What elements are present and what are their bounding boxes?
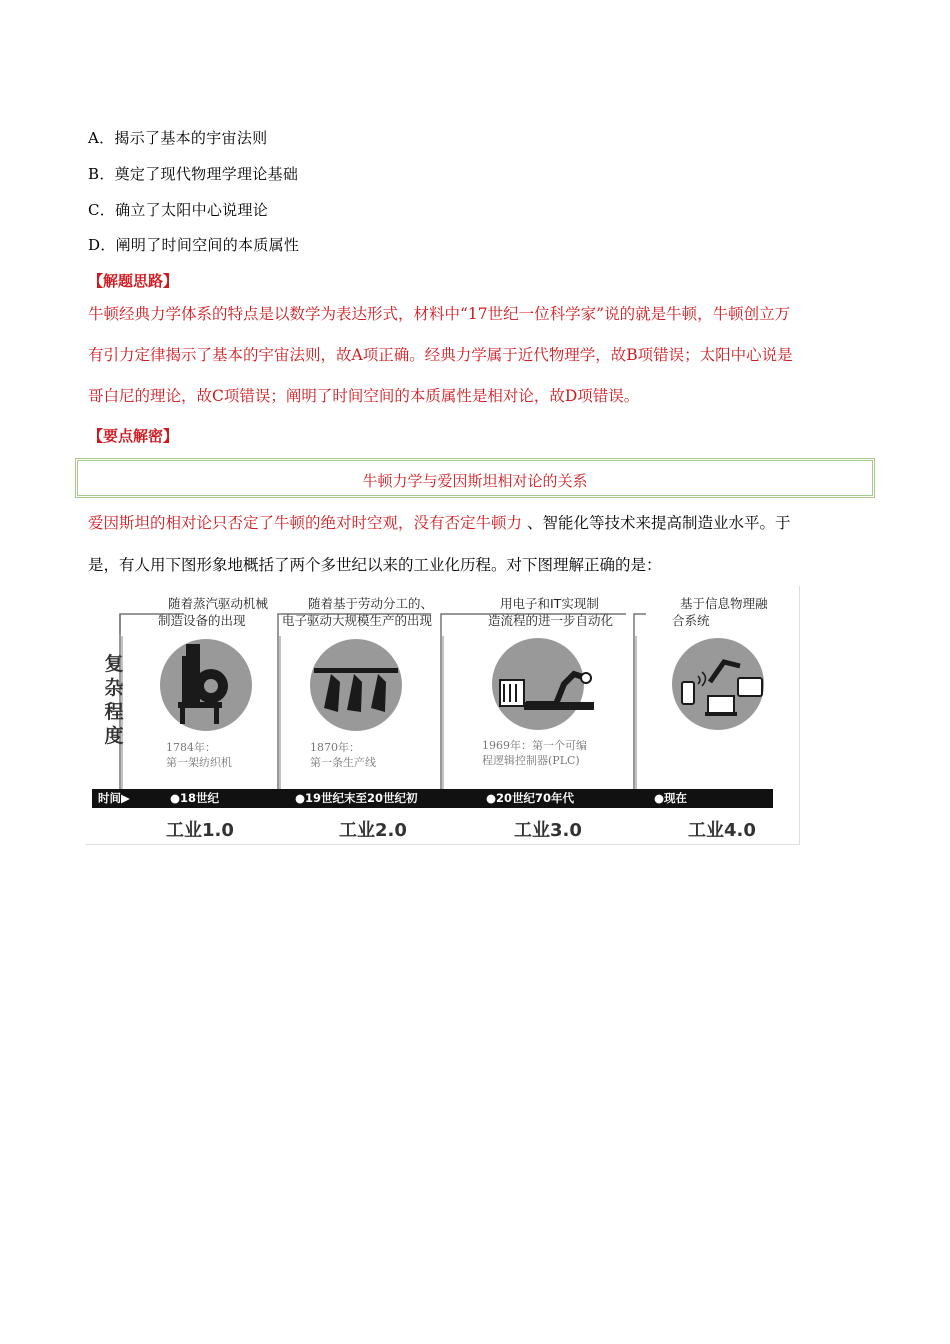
keypoint-box-title: 牛顿力学与爱因斯坦相对论的关系: [362, 472, 588, 490]
analysis-line-1: 牛顿经典力学体系的特点是以数学为表达形式，材料中“17世纪一位科学家”说的就是牛顿，牛顿创立万: [88, 305, 791, 323]
analysis-text: [88, 294, 878, 417]
stage-industry-1: 工业1.0: [166, 820, 234, 841]
cyber-physical-icon: [672, 638, 764, 730]
caption-2-line-1: 随着基于劳动分工的、: [308, 596, 434, 611]
stage-industry-3: 工业3.0: [514, 820, 582, 841]
production-line-icon: [310, 639, 402, 731]
stage-industry-2: 工业2.0: [339, 820, 407, 841]
year-note-2-line-1: 1870年：: [310, 741, 360, 754]
year-note-2: [310, 740, 376, 770]
caption-4-line-2: 合系统: [672, 613, 710, 628]
analysis-line-3: 哥白尼的理论，故C项错误；阐明了时间空间的本质属性是相对论，故D项错误。: [88, 387, 640, 405]
period-2: ●19世纪末至20世纪初: [295, 791, 418, 805]
next-question-black-text: 、智能化等技术来提高制造业水平。于: [522, 514, 791, 532]
caption-3-line-1: 用电子和IT实现制: [500, 596, 599, 611]
year-note-1-line-2: 第一架纺织机: [166, 756, 232, 769]
caption-2-line-2: 电子驱动大规模生产的出现: [282, 613, 433, 628]
caption-1-line-2: 制造设备的出现: [158, 613, 246, 628]
period-4: ●现在: [654, 791, 688, 805]
caption-3-line-2: 造流程的进一步自动化: [488, 613, 614, 628]
caption-1-line-1: 随着蒸汽驱动机械: [168, 596, 269, 611]
option-c: C．确立了太阳中心说理论: [88, 201, 269, 219]
stage-industry-4: 工业4.0: [688, 820, 756, 841]
option-a: A．揭示了基本的宇宙法则: [88, 129, 268, 147]
caption-industry-1: [158, 595, 269, 629]
option-b: B．奠定了现代物理学理论基础: [88, 165, 299, 183]
year-note-1: [166, 740, 232, 770]
robot-arm-icon: [492, 638, 594, 730]
caption-industry-4: [672, 595, 768, 629]
timeline-label: 时间▶: [98, 791, 130, 805]
year-note-3-line-1: 1969年：第一个可编: [482, 739, 587, 752]
keypoint-box: [75, 458, 875, 498]
next-question-line-1: [88, 502, 888, 544]
year-note-2-line-2: 第一条生产线: [310, 756, 376, 769]
textile-machine-icon: [160, 639, 252, 731]
industrialization-figure: [86, 586, 800, 845]
timeline-bar: [92, 789, 773, 808]
period-3: ●20世纪70年代: [486, 791, 575, 805]
year-note-1-line-1: 1784年：: [166, 741, 216, 754]
caption-industry-2: [282, 595, 434, 629]
year-note-3: [482, 738, 587, 768]
caption-industry-3: [488, 595, 614, 629]
complexity-axis-label: 复杂程度: [104, 653, 124, 747]
caption-4-line-1: 基于信息物理融: [680, 596, 768, 611]
next-question-red-text: 爱因斯坦的相对论只否定了牛顿的绝对时空观，没有否定牛顿力: [88, 514, 523, 532]
analysis-heading: 【解题思路】: [88, 272, 179, 290]
period-1: ●18世纪: [170, 791, 220, 805]
analysis-line-2: 有引力定律揭示了基本的宇宙法则，故A项正确。经典力学属于近代物理学，故B项错误；太阳中心说是: [88, 346, 793, 364]
next-question-line-2: 是，有人用下图形象地概括了两个多世纪以来的工业化历程。对下图理解正确的是：: [88, 556, 662, 574]
option-d: D．阐明了时间空间的本质属性: [88, 236, 300, 254]
keypoint-heading: 【要点解密】: [88, 427, 179, 445]
year-note-3-line-2: 程逻辑控制器(PLC): [482, 754, 580, 767]
